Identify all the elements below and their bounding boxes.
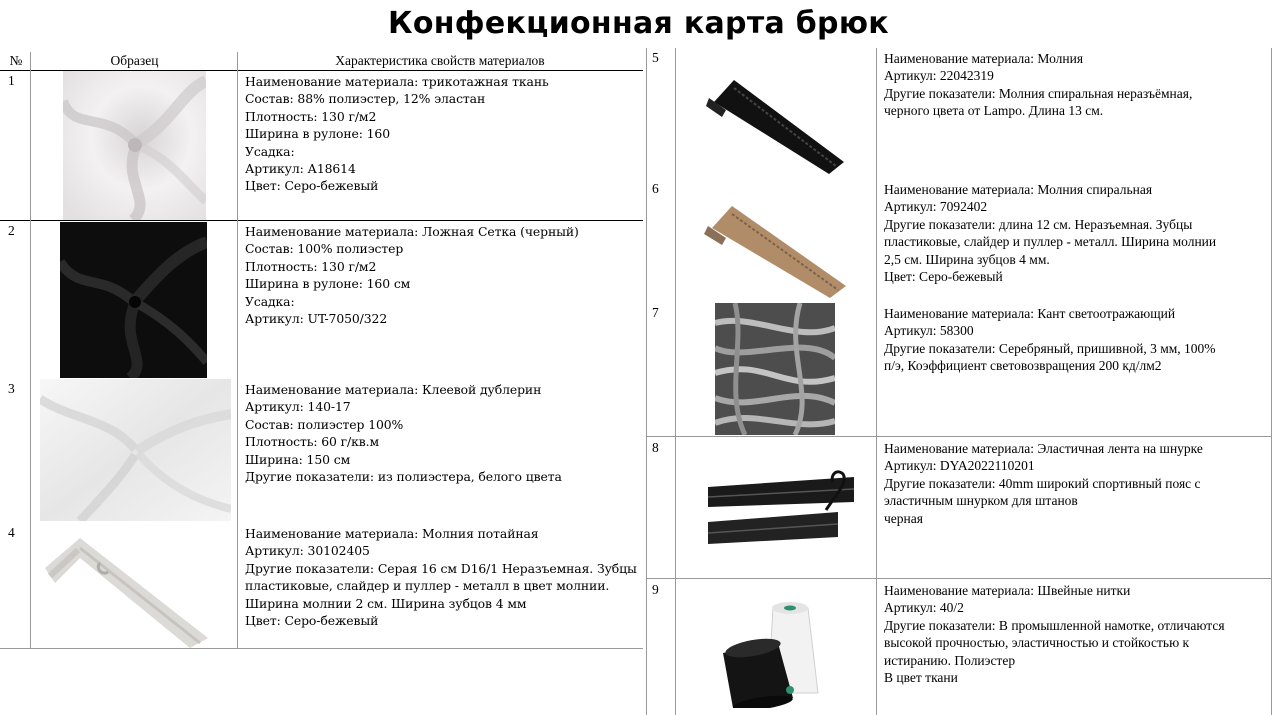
row-description: Наименование материала: Кант светоотражающий Артикул: 58300 Другие показатели: Серебряный, пришивной, 3 мм, 100% п/э, Коэффициент световозвращения 200 кд/лм2	[884, 306, 1216, 374]
hidden-zipper-image	[40, 528, 210, 648]
row-description: Наименование материала: Молния Артикул: 22042319 Другие показатели: Молния спиральная неразъёмная, черного цвета от Lampo. Длина 13 см.	[884, 51, 1193, 119]
row-description: Наименование материала: Ложная Сетка (черный) Состав: 100% полиэстер Плотность: 130 г/м2 Ширина в рулоне: 160 см Усадка: Артикул: UT-7050/322	[245, 224, 579, 327]
row-number: 2	[8, 223, 15, 238]
row-number: 3	[8, 381, 15, 396]
row-number: 5	[652, 50, 659, 65]
page-title: Конфекционная карта брюк	[388, 6, 889, 41]
column-rule	[1271, 48, 1272, 715]
row-number: 9	[652, 582, 659, 597]
row-description: Наименование материала: Молния потайная Артикул: 30102405 Другие показатели: Серая 16 см D16/1 Неразъемная. Зубцы пластиковые, слайдер и пуллер - металл в цвет молнии. Ширина молнии 2 см. Ширина зубцов 4 мм Цвет: Серо-бежевый	[245, 526, 637, 629]
white-interlining-image	[40, 379, 231, 521]
row-number: 6	[652, 181, 659, 196]
black-spiral-zipper-image	[704, 62, 844, 174]
header-props: Характеристика свойств материалов	[335, 53, 545, 68]
row-description: Наименование материала: Молния спиральная Артикул: 7092402 Другие показатели: длина 12 см. Неразъемная. Зубцы пластиковые, слайдер и пуллер - металл. Ширина молнии 2,5 см. Ширина зубцов 4 мм. Цвет: Серо-бежевый	[884, 182, 1217, 285]
table-bottom-rule	[0, 648, 643, 649]
row-number: 7	[652, 305, 659, 320]
row-number: 1	[8, 73, 15, 88]
sewing-threads-image	[718, 598, 828, 708]
column-rule	[646, 48, 647, 715]
row-description: Наименование материала: Эластичная лента на шнурке Артикул: DYA2022110201 Другие показатели: 40mm широкий спортивный пояс с эластичным шнурком для штанов черная	[884, 441, 1203, 526]
column-rule	[675, 48, 676, 715]
white-knit-fabric-image	[63, 71, 206, 220]
beige-spiral-zipper-image	[704, 188, 846, 298]
row-description: Наименование материала: трикотажная ткань Состав: 88% полиэстер, 12% эластан Плотность: 130 г/м2 Ширина в рулоне: 160 Усадка: Артикул: А18614 Цвет: Серо-бежевый	[245, 74, 549, 194]
header-sample: Образец	[110, 53, 159, 68]
header-num: №	[9, 53, 23, 68]
column-rule	[237, 52, 238, 649]
black-mesh-fabric-image	[60, 222, 207, 378]
row-number: 8	[652, 440, 659, 455]
column-rule	[30, 52, 31, 649]
row-rule	[646, 436, 1272, 437]
reflective-piping-image	[715, 303, 835, 435]
row-rule	[646, 578, 1272, 579]
elastic-tape-image	[708, 462, 854, 568]
row-description: Наименование материала: Швейные нитки Артикул: 40/2 Другие показатели: В промышленной намотке, отличаются высокой прочностью, эластичностью и стойкостью к истиранию. Полиэстер В цвет ткани	[884, 583, 1225, 686]
row-rule	[0, 220, 643, 221]
row-number: 4	[8, 525, 15, 540]
row-description: Наименование материала: Клеевой дублерин Артикул: 140-17 Состав: полиэстер 100% Плотность: 60 г/кв.м Ширина: 150 см Другие показатели: из полиэстера, белого цвета	[245, 382, 562, 485]
column-rule	[876, 48, 877, 715]
